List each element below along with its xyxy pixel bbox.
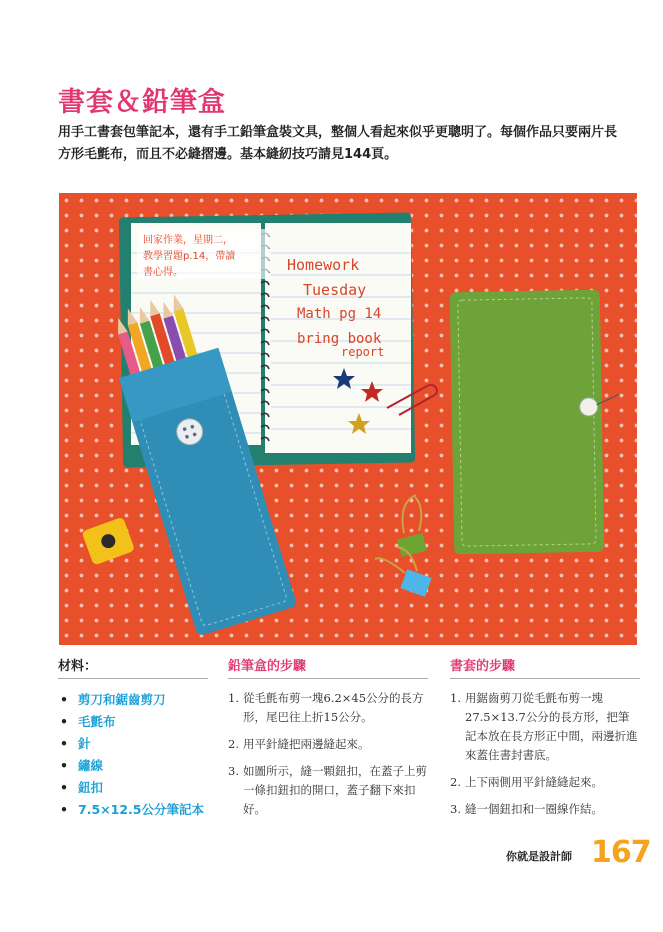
step-item: 2. 用平針縫把兩邊縫起來。 bbox=[228, 737, 370, 751]
book-cover-button bbox=[580, 398, 598, 416]
material-item: • 7.5×12.5公分筆記本 bbox=[60, 802, 204, 817]
pencil-case-steps-section bbox=[228, 655, 428, 827]
materials-rule bbox=[58, 678, 208, 679]
book-cover-steps-section bbox=[450, 655, 640, 827]
bullet-icon: • bbox=[60, 692, 68, 707]
bullet-icon: • bbox=[60, 802, 68, 817]
project-illustration bbox=[59, 193, 637, 645]
materials-list bbox=[58, 689, 208, 821]
notebook-en-line-5: report bbox=[341, 345, 385, 359]
notebook-en-line-1: Homework bbox=[287, 256, 360, 274]
material-item: • 針 bbox=[60, 736, 91, 751]
bullet-icon: • bbox=[60, 736, 68, 751]
step-item: 3. 縫一個鈕扣和一圈線作結。 bbox=[450, 802, 603, 816]
book-cover bbox=[450, 289, 622, 554]
pencil-case-steps-heading: 鉛筆盒的步驟 bbox=[228, 659, 307, 674]
project-photo bbox=[59, 193, 637, 645]
pencil-case-steps-list bbox=[228, 689, 428, 819]
material-item: • 毛氈布 bbox=[60, 714, 116, 729]
notebook-zh-line-2: 教學習題p.14，帶讀 bbox=[143, 251, 236, 262]
step-item: 3. 如圖所示，縫一顆鈕扣，在蓋子上剪一條扣鈕扣的開口，蓋子翻下來扣好。 bbox=[228, 764, 427, 816]
materials-heading: 材料： bbox=[58, 659, 98, 674]
material-item: • 繡線 bbox=[60, 758, 104, 773]
notebook-en-line-2: Tuesday bbox=[303, 281, 367, 299]
notebook-zh-line-3: 書心得。 bbox=[143, 267, 183, 278]
book-cover-steps-list bbox=[450, 689, 640, 819]
step-item: 1. 用鋸齒剪刀從毛氈布剪一塊27.5×13.7公分的長方形，把筆記本放在長方形正中間，兩邊折進來蓋住書封書底。 bbox=[450, 691, 638, 762]
material-item: • 剪刀和鋸齒剪刀 bbox=[60, 692, 166, 707]
pencil-case-steps-rule bbox=[228, 678, 428, 679]
bullet-icon: • bbox=[60, 758, 68, 773]
notebook-zh-line-1: 回家作業，星期二， bbox=[143, 235, 233, 246]
bullet-icon: • bbox=[60, 780, 68, 795]
notebook-en-line-4: bring book bbox=[297, 331, 382, 347]
book-cover-steps-heading: 書套的步驟 bbox=[450, 659, 516, 674]
bullet-icon: • bbox=[60, 714, 68, 729]
notebook-en-line-3: Math pg 14 bbox=[297, 306, 382, 322]
book-cover-steps-rule bbox=[450, 678, 640, 679]
step-item: 1. 從毛氈布剪一塊6.2×45公分的長方形，尾巴往上折15公分。 bbox=[228, 691, 424, 724]
page-title: 書套＆鉛筆盒 bbox=[58, 87, 226, 118]
step-item: 2. 上下兩側用平針縫縫起來。 bbox=[450, 775, 603, 789]
pencil-sharpener bbox=[81, 517, 135, 566]
intro-paragraph: 用手工書套包筆記本，還有手工鉛筆盒裝文具，整個人看起來似乎更聰明了。每個作品只要兩片長方形毛氈布，而且不必縫摺邊。基本縫紉技巧請見144頁。 bbox=[58, 125, 618, 162]
material-item: • 鈕扣 bbox=[60, 780, 104, 795]
materials-section bbox=[58, 655, 208, 821]
footer-label: 你就是設計師 bbox=[506, 850, 572, 863]
page-number: 167 bbox=[591, 835, 651, 870]
